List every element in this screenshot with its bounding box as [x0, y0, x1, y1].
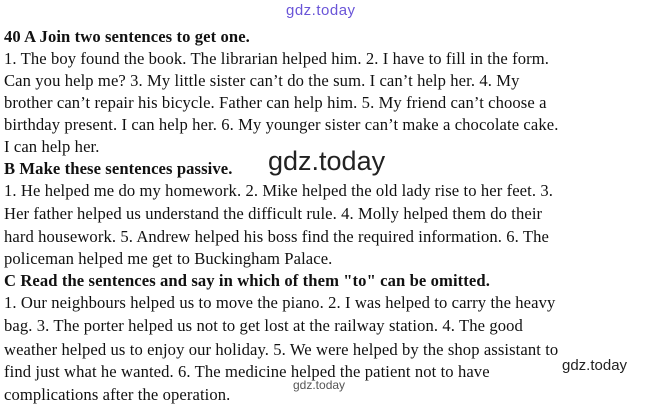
section-a-line-1: 1. The boy found the book. The librarian helped him. 2. I have to fill in the form. [4, 49, 550, 68]
watermark-right: gdz.today [562, 357, 628, 374]
section-b-line-2: Her father helped us understand the difficult rule. 4. Molly helped them do their [4, 204, 543, 223]
section-c-line-1: 1. Our neighbours helped us to move the piano. 2. I was helped to carry the heavy [4, 293, 556, 312]
section-c-line-4: find just what he wanted. 6. The medicine helped the patient not to have [4, 362, 490, 381]
watermark-bottom: gdz.today [293, 378, 346, 392]
section-b-line-1: 1. He helped me do my homework. 2. Mike helped the old lady rise to her feet. 3. [4, 181, 553, 200]
section-a-heading: 40 A Join two sentences to get one. [4, 27, 250, 46]
section-a-line-2: Can you help me? 3. My little sister can’t do the sum. I can’t help her. 4. My [4, 71, 520, 90]
section-b-line-3: hard housework. 5. Andrew helped his boss find the required information. 6. The [4, 227, 549, 246]
section-a-line-5: I can help her. [4, 137, 100, 156]
section-c-line-3: weather helped us to enjoy our holiday. 5. We were helped by the shop assistant to [4, 340, 559, 359]
section-c-line-5: complications after the operation. [4, 385, 231, 404]
section-c-line-2: bag. 3. The porter helped us not to get lost at the railway station. 4. The good [4, 316, 523, 335]
watermark-middle: gdz.today [268, 146, 386, 176]
section-b-line-4: policeman helped me get to Buckingham Palace. [4, 249, 333, 268]
section-a-line-4: birthday present. I can help her. 6. My younger sister can’t make a chocolate cake. [4, 115, 559, 134]
section-b-heading: B Make these sentences passive. [4, 159, 233, 178]
watermark-top: gdz.today [286, 2, 356, 19]
section-c-heading: C Read the sentences and say in which of them "to" can be omitted. [4, 271, 490, 290]
section-a-line-3: brother can’t repair his bicycle. Father can help him. 5. My friend can’t choose a [4, 93, 547, 112]
